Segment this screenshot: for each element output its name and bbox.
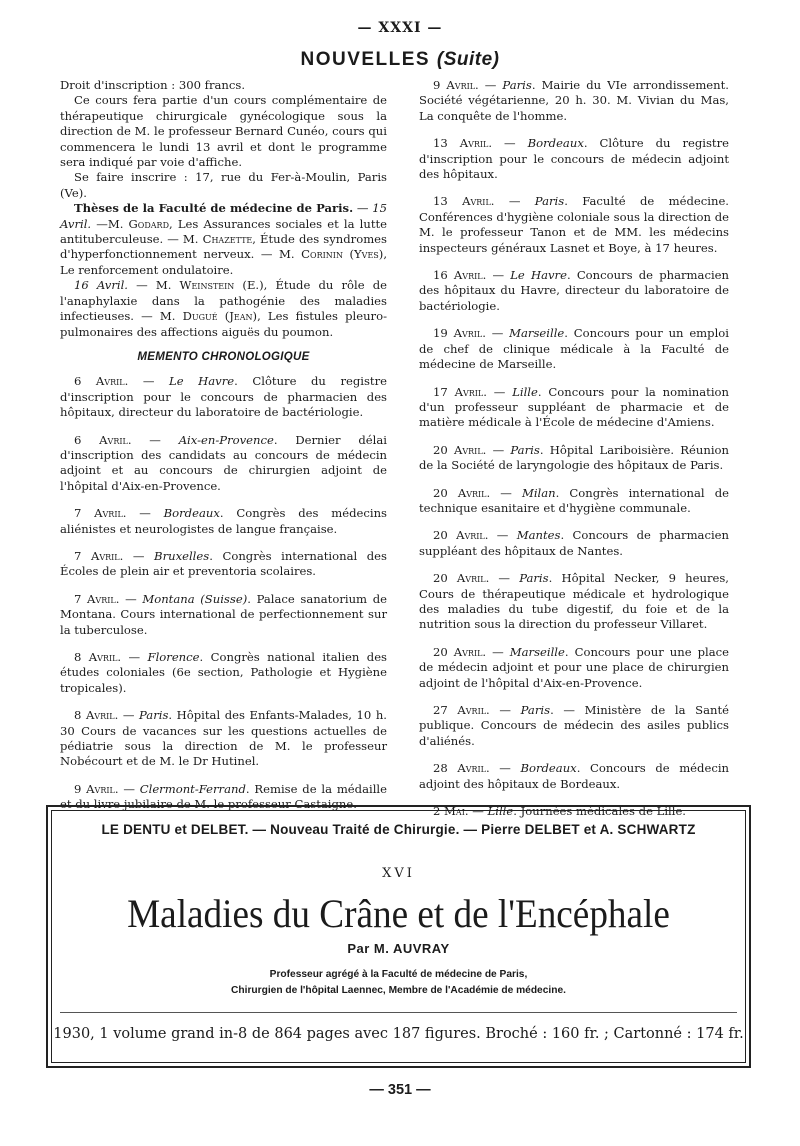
- entry-place: Mantes: [516, 528, 561, 543]
- entry-place: Bruxelles: [154, 548, 210, 563]
- memento-entry: [419, 194, 729, 256]
- memento-entries-left: [60, 374, 387, 812]
- entry-separator: —: [489, 761, 521, 776]
- memento-entry: [419, 385, 729, 431]
- page-number: — 351 —: [369, 1082, 431, 1098]
- theses-text: — M.: [127, 278, 180, 293]
- memento-entry: [60, 433, 387, 495]
- register-line: Se faire inscrire : 17, rue du Fer-à-Moulin, Paris (Ve).: [60, 170, 387, 200]
- ad-headline: LE DENTU et DELBET. — Nouveau Traité de Chirurgie. — Pierre DELBET et A. SCHWARTZ: [101, 822, 696, 837]
- entry-text: Concours de médecin adjoint des hôpitaux de Bordeaux.: [419, 761, 729, 791]
- entry-place: Lille: [512, 384, 538, 399]
- entry-place: Le Havre: [169, 374, 235, 389]
- author-name: Weinstein (E.): [179, 278, 264, 293]
- theses-text: , Étude du rôle de l'anaphylaxie dans la pathogénie des maladies infectieuses. — M.: [60, 278, 387, 324]
- memento-entry: [60, 650, 387, 696]
- memento-entry: [419, 78, 729, 124]
- entry-separator: .: [564, 194, 583, 209]
- memento-entry: [60, 374, 387, 420]
- author-name: Corinin (Yves): [301, 247, 384, 262]
- entry-date: 20 Avril.: [433, 528, 489, 543]
- section-title-main: NOUVELLES: [300, 49, 431, 70]
- entry-place: Le Havre: [510, 268, 567, 283]
- entry-place: Marseille: [509, 326, 565, 341]
- entry-separator: —: [488, 528, 517, 543]
- entry-text: Concours pour la nomination d'un professeur suppléant de pharmacie et de matière médicale à l'École de médecine d'Amiens.: [419, 384, 729, 430]
- entry-separator: —: [118, 781, 140, 796]
- ad-affiliation-line-1: Professeur agrégé à la Faculté de médecine de Paris,: [269, 969, 528, 980]
- entry-separator: —: [131, 432, 179, 447]
- entry-separator: .: [234, 374, 253, 389]
- ad-price-line: 1930, 1 volume grand in-8 de 864 pages avec 187 figures. Broché : 160 fr. ; Cartonné : 174 fr.: [53, 1026, 744, 1042]
- entry-separator: —: [486, 442, 511, 457]
- section-title: [0, 49, 800, 71]
- entry-separator: .: [548, 571, 562, 586]
- theses-text: , Étude des syndromes d'hyperfonctionnement nerveux. — M.: [60, 232, 387, 262]
- entry-separator: —: [119, 591, 143, 606]
- section-title-suffix: (Suite): [436, 49, 500, 70]
- theses-heading: Thèses de la Faculté de médecine de Paris.: [74, 201, 354, 216]
- memento-entry: [419, 571, 729, 633]
- entry-place: Paris: [510, 442, 540, 457]
- entry-place: Bordeaux: [163, 506, 220, 521]
- memento-entry: [60, 549, 387, 580]
- roman-page-number: — XXXI —: [357, 20, 443, 36]
- entry-date: 2 Mai.: [433, 804, 469, 819]
- theses-date-2: 16 Avril.: [74, 278, 128, 293]
- entry-date: 20 Avril.: [433, 571, 490, 586]
- entry-separator: .: [273, 432, 296, 447]
- entry-separator: .: [550, 703, 564, 717]
- entry-separator: .: [537, 384, 549, 399]
- entry-place: Clermont-Ferrand: [139, 781, 246, 796]
- entry-separator: .: [209, 548, 223, 563]
- entry-separator: .: [168, 708, 177, 723]
- entry-separator: —: [489, 703, 521, 717]
- memento-entry: [419, 645, 729, 691]
- entry-text: Congrès national italien des études coloniales (6e section, Pathologie et Hygiène tropicales).: [60, 650, 388, 695]
- entry-separator: —: [486, 268, 511, 283]
- memento-entry: [419, 268, 729, 314]
- entry-separator: .: [531, 78, 542, 92]
- ad-affiliation: [48, 967, 749, 999]
- entry-place: Paris: [519, 571, 549, 586]
- theses-paragraph-1: [60, 201, 387, 278]
- entry-date: 13 Avril.: [433, 194, 495, 209]
- memento-entry: [60, 708, 387, 770]
- ad-volume-number: XVI: [382, 866, 415, 881]
- entry-separator: —: [490, 485, 522, 500]
- entry-text: Faculté de médecine. Conférences d'hygiène coloniale sous la direction de M. le professeur Tanon et de MM. les médecins inspecteurs généraux Lasnet et Boye, à 17 heures.: [419, 194, 729, 255]
- right-column: [419, 78, 729, 831]
- entry-date: 13 Avril.: [433, 136, 493, 151]
- entry-text: Remise de la médaille et du livre jubilaire de M. le professeur Castaigne.: [60, 781, 387, 812]
- entry-place: Marseille: [509, 644, 565, 659]
- memento-entries-right: [419, 78, 729, 819]
- entry-text: Congrès international des Écoles de plein air et preventoria scolaires.: [60, 548, 387, 579]
- memento-entry: [419, 136, 729, 182]
- entry-text: Mairie du VIe arrondissement. Société végétarienne, 20 h. 30. M. Vivian du Mas, La conquête de l'homme.: [419, 78, 729, 123]
- left-column: [60, 78, 387, 825]
- entry-place: Paris: [534, 194, 565, 209]
- entry-date: 7 Avril.: [74, 548, 124, 563]
- entry-separator: —: [123, 548, 155, 563]
- entry-date: 8 Avril.: [74, 708, 119, 723]
- entry-date: 7 Avril.: [74, 591, 120, 606]
- ad-author: Par M. AUVRAY: [347, 941, 450, 956]
- memento-heading: MEMENTO CHRONOLOGIQUE: [137, 350, 310, 363]
- course-paragraph: Ce cours fera partie d'un cours complémentaire de thérapeutique chirurgicale gynécologique sous la direction de M. le professeur Bernard Cunéo, cours qui commencera le lundi 13 avril et dont le programme sera indiqué par voie d'affiche.: [60, 93, 387, 170]
- entry-separator: .: [560, 528, 573, 543]
- entry-place: Lille: [487, 804, 514, 819]
- memento-entry: [419, 443, 729, 474]
- theses-text: , Les fistules pleuro-pulmonaires des affections aiguës du poumon.: [60, 309, 387, 339]
- entry-date: 6 Avril.: [74, 374, 129, 389]
- entry-date: 16 Avril.: [433, 268, 487, 283]
- entry-place: Paris: [139, 708, 169, 723]
- ad-affiliation-line-2: Chirurgien de l'hôpital Laennec, Membre de l'Académie de médecine.: [231, 985, 566, 996]
- entry-place: Milan: [521, 485, 556, 500]
- memento-entry: [419, 761, 729, 792]
- entry-text: Journées médicales de Lille.: [520, 804, 686, 819]
- author-name: Godard: [128, 216, 169, 231]
- entry-text: Concours pour une place de médecin adjoint et pour une place de chirurgien adjoint de l'hôpital d'Aix-en-Provence.: [419, 644, 729, 690]
- entry-text: Congrès des médecins aliénistes et neurologistes de langue française.: [60, 506, 387, 536]
- entry-date: 19 Avril.: [433, 326, 486, 341]
- memento-entry: [60, 506, 387, 537]
- theses-text: —M.: [96, 216, 129, 231]
- entry-separator: —: [486, 384, 513, 399]
- entry-separator: .: [513, 804, 521, 819]
- author-name: Chazette: [202, 232, 253, 247]
- entry-separator: .: [564, 644, 575, 659]
- entry-date: 6 Avril.: [74, 432, 132, 447]
- entry-place: Florence: [147, 650, 200, 664]
- entry-date: 8 Avril.: [74, 650, 122, 664]
- ad-book-title: Maladies du Crâne et de l'Encéphale: [127, 891, 670, 936]
- entry-separator: —: [489, 571, 520, 586]
- entry-separator: —: [478, 78, 503, 92]
- entry-separator: —: [485, 326, 510, 341]
- entry-text: Hôpital Necker, 9 heures, Cours de thérapeutique médicale et hydrologique des maladies du tube digestif, du foie et de la nutrition sous la direction du professeur Villaret.: [419, 571, 729, 632]
- entry-separator: .: [555, 485, 570, 500]
- entry-separator: —: [118, 708, 139, 723]
- entry-place: Montana (Suisse): [142, 591, 248, 606]
- entry-separator: —: [468, 804, 488, 819]
- author-name: Dugué (Jean): [182, 309, 258, 324]
- entry-separator: .: [245, 781, 255, 796]
- entry-separator: .: [539, 442, 550, 457]
- entry-place: Bordeaux: [520, 761, 577, 776]
- theses-date-1: — 15 Avril.: [60, 201, 387, 231]
- theses-text: , Les Assurances sociales et la lutte antituberculeuse. — M.: [60, 216, 388, 247]
- entry-separator: —: [128, 374, 169, 389]
- entry-place: Aix-en-Provence: [178, 432, 274, 447]
- entry-place: Paris: [502, 78, 532, 92]
- entry-text: Clôture du registre d'inscription pour le concours de médecin adjoint des hôpitaux.: [419, 136, 729, 182]
- ad-divider: [60, 1012, 737, 1013]
- memento-entry: [60, 592, 387, 638]
- fee-line: Droit d'inscription : 300 francs.: [60, 78, 246, 92]
- entry-text: Dernier délai d'inscription des candidats au concours de médecin adjoint et au concours de chirurgien adjoint de l'hôpital d'Aix-en-Provence.: [60, 432, 387, 493]
- entry-text: Congrès international de technique esanitaire et d'hygiène communale.: [419, 485, 730, 515]
- entry-text: — Ministère de la Santé publique. Concours de médecin des asiles publics d'aliénés.: [419, 703, 729, 748]
- entry-separator: —: [126, 506, 164, 521]
- memento-entry: [419, 528, 729, 559]
- entry-date: 28 Avril.: [433, 761, 490, 776]
- entry-separator: .: [576, 761, 590, 776]
- entry-date: 9 Avril.: [433, 78, 479, 92]
- theses-text: , Le renforcement ondulatoire.: [60, 247, 387, 277]
- entry-place: Paris: [520, 703, 551, 717]
- entry-separator: —: [486, 644, 510, 659]
- entry-text: Concours pour un emploi de chef de clinique médicale à la Faculté de médecine de Marseille.: [419, 326, 729, 372]
- entry-date: 20 Avril.: [433, 644, 487, 659]
- entry-separator: .: [219, 506, 237, 521]
- entry-separator: —: [121, 650, 148, 664]
- entry-separator: —: [494, 194, 535, 209]
- entry-text: Concours de pharmacien suppléant des hôpitaux de Nantes.: [419, 528, 729, 558]
- entry-place: Bordeaux: [527, 136, 584, 151]
- memento-entry: [419, 703, 729, 749]
- entry-date: 9 Avril.: [74, 781, 119, 796]
- entry-text: Hôpital Lariboisière. Réunion de la Société de laryngologie des hôpitaux de Paris.: [419, 442, 729, 473]
- entry-separator: .: [566, 268, 577, 283]
- entry-date: 7 Avril.: [74, 506, 127, 521]
- entry-date: 20 Avril.: [433, 442, 487, 457]
- memento-entry: [419, 486, 729, 517]
- entry-separator: .: [583, 136, 600, 151]
- entry-separator: —: [492, 136, 528, 151]
- book-advertisement: [46, 805, 751, 1068]
- theses-paragraph-2: [60, 278, 387, 340]
- entry-text: Hôpital des Enfants-Malades, 10 h. 30 Cours de vacances sur les questions actuelles de pédiatrie sous la direction de M. le professeur Nobécourt et de M. le Dr Hutinel.: [60, 708, 387, 769]
- entry-text: Palace sanatorium de Montana. Cours international de perfectionnement sur la tuberculose.: [60, 591, 387, 637]
- memento-entry: [419, 326, 729, 372]
- entry-separator: .: [247, 591, 257, 606]
- entry-date: 27 Avril.: [433, 703, 490, 717]
- entry-separator: .: [564, 326, 574, 341]
- entry-text: Concours de pharmacien des hôpitaux du Havre, directeur du laboratoire de bactériologie.: [419, 268, 729, 313]
- entry-text: Clôture du registre d'inscription pour le concours de pharmacien des hôpitaux, directeur du laboratoire de bactériologie.: [60, 374, 387, 420]
- entry-separator: .: [199, 650, 211, 664]
- entry-date: 20 Avril.: [433, 485, 491, 500]
- entry-date: 17 Avril.: [433, 384, 487, 399]
